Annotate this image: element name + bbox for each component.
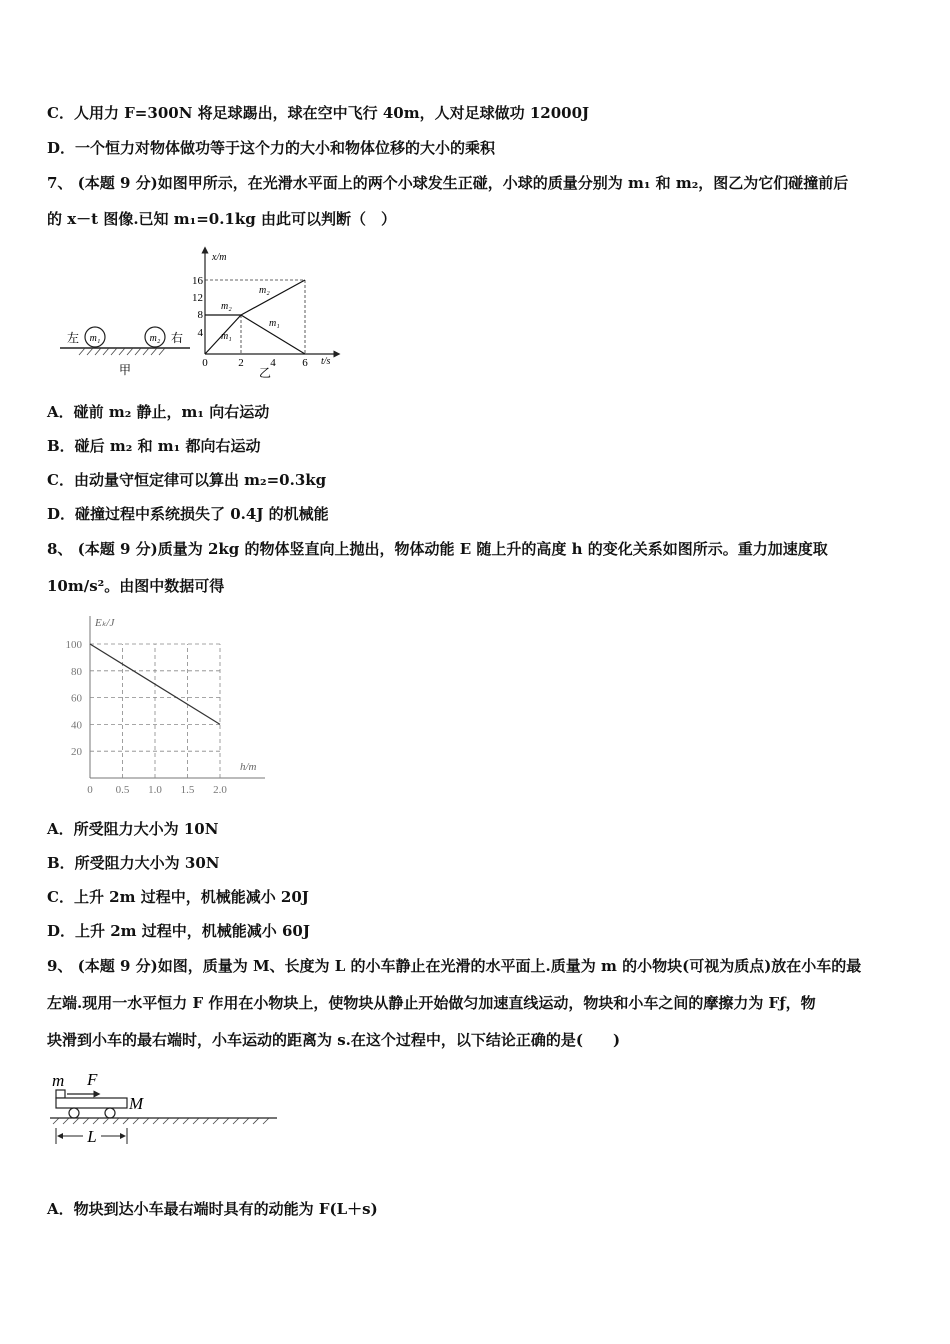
q7-option-d: D．碰撞过程中系统损失了 0.4J 的机械能 (47, 505, 329, 523)
q9-stem-line3: 块滑到小车的最右端时，小车运动的距离为 s.在这个过程中，以下结论正确的是( ) (47, 1031, 621, 1049)
yi-ytick-16: 16 (192, 275, 203, 287)
q8-option-d: D．上升 2m 过程中，机械能减小 60J (47, 922, 310, 940)
q6-option-d: D．一个恒力对物体做功等于这个力的大小和物体位移的大小的乘积 (47, 139, 496, 157)
q9-label-M: M (129, 1094, 144, 1113)
q9-block-m (56, 1090, 65, 1098)
q8-xtick-0.5: 0.5 (115, 784, 130, 796)
q9-cart-figure (45, 1062, 285, 1152)
yi-label-m1-after: m₁ (269, 318, 280, 329)
q8-xtick-1.5: 1.5 (180, 784, 195, 796)
yi-xtick-2: 2 (238, 357, 244, 369)
yi-label-m2-after: m₂ (259, 285, 270, 296)
m2-after-line (241, 280, 305, 315)
q8-xtick-2.0: 2.0 (213, 784, 227, 796)
yi-label-m1-before: m₁ (221, 331, 232, 342)
q8-ytick-80: 80 (71, 665, 82, 678)
ball-m2-label: m₂ (149, 333, 161, 344)
q7-option-c: C．由动量守恒定律可以算出 m₂=0.3kg (47, 471, 327, 489)
q7-figure-jia (55, 240, 195, 380)
q9-label-L: L (87, 1127, 97, 1146)
q8-xlabel: h/m (240, 761, 257, 773)
q9-stem-line2: 左端.现用一水平恒力 F 作用在小物块上，使物块从静止开始做匀加速直线运动，物块和小车之间的摩擦力为 Fƒ，物 (47, 994, 816, 1012)
q8-stem-line1: 8、 (本题 9 分)质量为 2kg 的物体竖直向上抛出，物体动能 E 随上升的高度 h 的变化关系如图所示。重力加速度取 (47, 540, 828, 558)
yi-label-m2-before: m₂ (221, 301, 232, 312)
q8-ylabel: Eₖ/J (95, 617, 115, 629)
q8-ytick-40: 40 (71, 719, 82, 732)
q8-xtick-0: 0 (87, 784, 93, 796)
yi-xlabel: t/s (321, 356, 331, 367)
q7-stem-line1: 7、 (本题 9 分)如图甲所示，在光滑水平面上的两个小球发生正碰，小球的质量分别为 m₁ 和 m₂，图乙为它们碰撞前后 (47, 174, 849, 192)
q8-stem-line2: 10m/s²。由图中数据可得 (47, 577, 225, 595)
q8-option-c: C．上升 2m 过程中，机械能减小 20J (47, 888, 309, 906)
yi-ytick-4: 4 (197, 327, 203, 339)
q9-label-F: F (87, 1070, 98, 1089)
q8-ytick-100: 100 (65, 639, 82, 651)
q7-option-a: A．碰前 m₂ 静止，m₁ 向右运动 (47, 403, 270, 421)
left-label: 左 (67, 331, 80, 345)
right-label: 右 (171, 331, 184, 345)
ball-m1-label: m₁ (89, 333, 101, 344)
caption-jia: 甲 (119, 363, 132, 377)
q7-figure-yi (185, 240, 345, 380)
q8-ytick-20: 20 (71, 746, 82, 759)
yi-ytick-8: 8 (197, 309, 203, 321)
q8-xtick-1.0: 1.0 (148, 784, 162, 796)
yi-ylabel: x/m (212, 252, 227, 263)
q9-stem-line1: 9、 (本题 9 分)如图，质量为 M、长度为 L 的小车静止在光滑的水平面上.质量为 m 的小物块(可视为质点)放在小车的最 (47, 957, 862, 975)
q9-cart-M (56, 1098, 127, 1108)
yi-xtick-0: 0 (202, 357, 208, 369)
yi-ytick-12: 12 (192, 292, 203, 304)
q7-option-b: B．碰后 m₂ 和 m₁ 都向右运动 (47, 437, 261, 455)
q9-label-m: m (52, 1071, 65, 1090)
q9-option-a: A．物块到达小车最右端时具有的动能为 F(L＋s) (47, 1200, 378, 1218)
q8-ytick-60: 60 (71, 692, 82, 705)
q8-option-b: B．所受阻力大小为 30N (47, 854, 220, 872)
q6-option-c: C．人用力 F=300N 将足球踢出，球在空中飞行 40m，人对足球做功 12000J (47, 104, 590, 122)
q7-stem-line2: 的 x－t 图像.已知 m₁=0.1kg 由此可以判断（ ） (47, 210, 396, 228)
caption-yi: 乙 (259, 366, 272, 380)
yi-xtick-6: 6 (302, 357, 308, 369)
q8-option-a: A．所受阻力大小为 10N (47, 820, 219, 838)
yi-xtick-4: 4 (270, 357, 276, 369)
q8-ek-chart (55, 610, 275, 800)
